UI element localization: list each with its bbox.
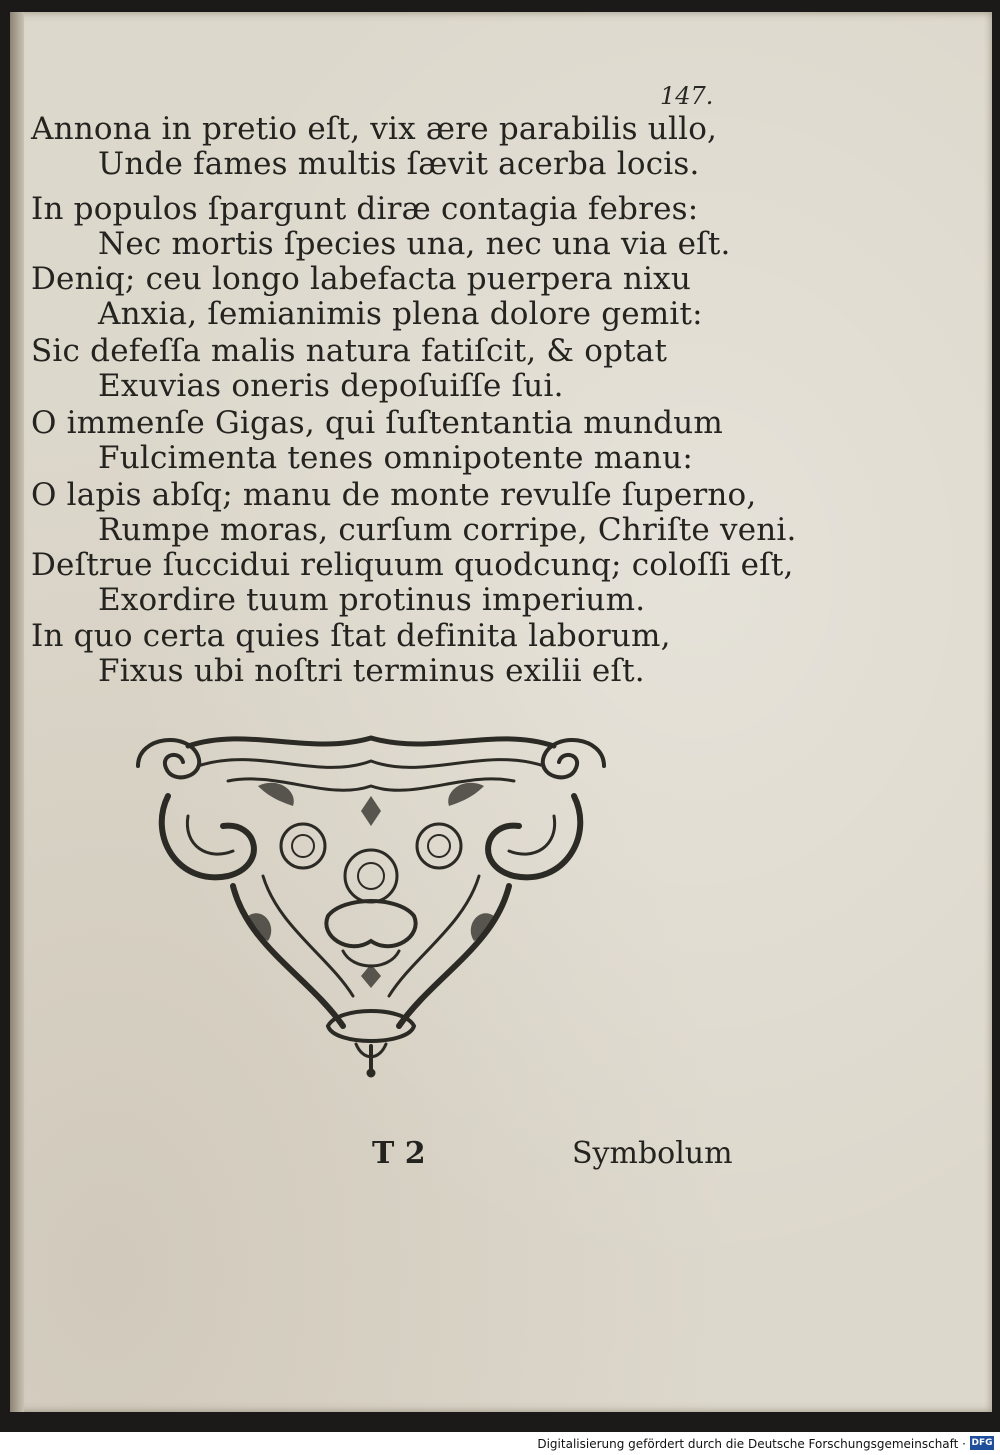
- decorative-vignette-icon: [128, 726, 614, 1080]
- poem-line: Exordire tuum protinus imperium.: [98, 582, 646, 618]
- poem-line: Annona in pretio eſt, vix ære parabilis ullo,: [31, 111, 718, 147]
- footer-credit: Digitalisierung gefördert durch die Deutsche Forschungsgemeinschaft ·: [537, 1437, 966, 1451]
- poem-line: Deniq; ceu longo labefacta puerpera nixu: [31, 261, 691, 297]
- page-number: 147.: [660, 82, 714, 110]
- poem-line: O lapis abſq; manu de monte revulſe ſuperno,: [31, 477, 757, 513]
- poem-line: Nec mortis ſpecies una, nec una via eſt.: [98, 226, 731, 262]
- poem-line: In populos ſpargunt diræ contagia febres:: [31, 191, 699, 227]
- poem-line: Fulcimenta tenes omnipotente manu:: [98, 440, 693, 476]
- signature-mark: T 2: [372, 1136, 426, 1171]
- poem-line: Exuvias oneris depoſuiſſe ſui.: [98, 368, 564, 404]
- page-gutter: [10, 12, 24, 1412]
- poem-line: Anxia, ſemianimis plena dolore gemit:: [98, 296, 703, 332]
- catchword: Symbolum: [572, 1136, 733, 1171]
- dfg-logo-icon: DFG: [971, 1438, 993, 1448]
- poem-line: Rumpe moras, curſum corripe, Chriſte veni.: [98, 512, 797, 548]
- poem-line: Fixus ubi noſtri terminus exilii eſt.: [98, 653, 645, 689]
- poem-line: Unde fames multis ſævit acerba locis.: [98, 146, 700, 182]
- poem-line: Sic defeſſa malis natura fatiſcit, & optat: [31, 333, 668, 369]
- poem-line: In quo certa quies ſtat definita laborum,: [31, 618, 671, 654]
- poem-line: O immenſe Gigas, qui ſuſtentantia mundum: [31, 405, 723, 441]
- poem-line: Deſtrue ſuccidui reliquum quodcunq; coloſſi eſt,: [31, 547, 794, 583]
